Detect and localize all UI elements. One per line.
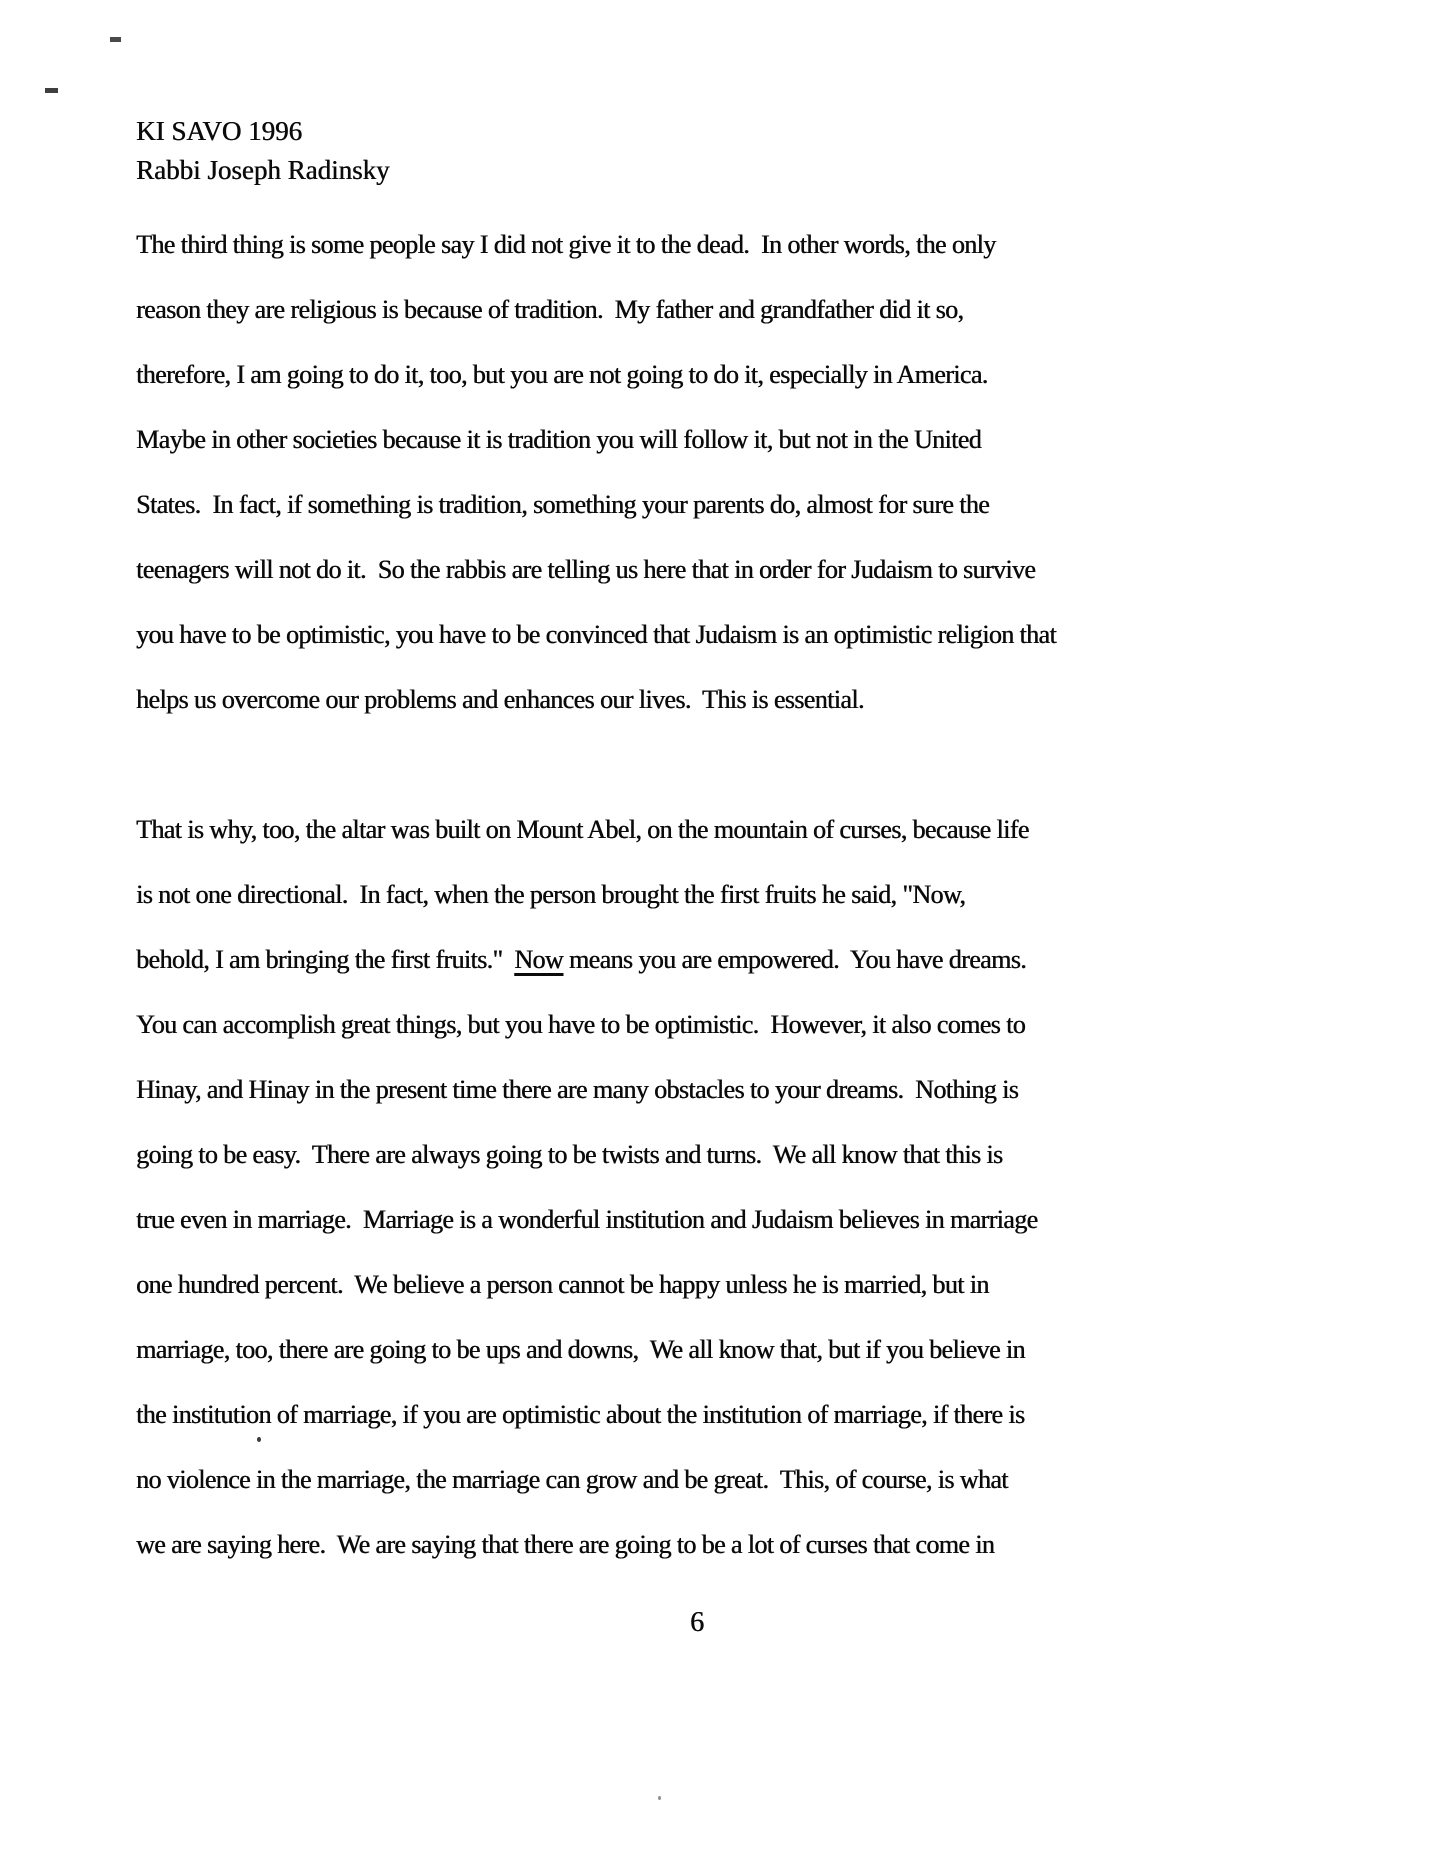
- text-line: therefore, I am going to do it, too, but you are not going to do it, especially in America.: [136, 360, 988, 389]
- scan-artifact: [110, 37, 121, 42]
- text-line: You can accomplish great things, but you have to be optimistic. However, it also comes to: [136, 1010, 1025, 1039]
- text-line: we are saying here. We are saying that there are going to be a lot of curses that come in: [136, 1530, 995, 1559]
- text-line: one hundred percent. We believe a person cannot be happy unless he is married, but in: [136, 1270, 989, 1299]
- paragraph-2: [136, 797, 1336, 1577]
- paragraph-1: [136, 212, 1336, 732]
- text-line: The third thing is some people say I did not give it to the dead. In other words, the only: [136, 230, 996, 259]
- underlined-word: Now: [514, 945, 563, 974]
- text-line: teenagers will not do it. So the rabbis are telling us here that in order for Judaism to survive: [136, 555, 1036, 584]
- text-segment: behold, I am bringing the first fruits.": [136, 945, 515, 974]
- text-line: true even in marriage. Marriage is a wonderful institution and Judaism believes in marriage: [136, 1205, 1038, 1234]
- text-line: going to be easy. There are always going to be twists and turns. We all know that this is: [136, 1140, 1003, 1169]
- text-line: is not one directional. In fact, when the person brought the first fruits he said, "Now,: [136, 880, 966, 909]
- scan-artifact: [257, 1437, 261, 1442]
- text-line: you have to be optimistic, you have to be convinced that Judaism is an optimistic religion that: [136, 620, 1056, 649]
- text-line: That is why, too, the altar was built on Mount Abel, on the mountain of curses, because life: [136, 815, 1029, 844]
- document-header: [136, 112, 1336, 190]
- page-number: 6: [690, 1607, 704, 1638]
- text-line: Maybe in other societies because it is tradition you will follow it, but not in the United: [136, 425, 982, 454]
- text-line: Hinay, and Hinay in the present time there are many obstacles to your dreams. Nothing is: [136, 1075, 1019, 1104]
- text-line: marriage, too, there are going to be ups and downs, We all know that, but if you believe in: [136, 1335, 1025, 1364]
- text-segment: means you are empowered. You have dreams.: [563, 945, 1027, 974]
- text-line: States. In fact, if something is tradition, something your parents do, almost for sure the: [136, 490, 990, 519]
- text-line: reason they are religious is because of tradition. My father and grandfather did it so,: [136, 295, 964, 324]
- scan-artifact: [658, 1796, 661, 1800]
- text-line-with-underline: [136, 927, 1336, 992]
- page-content: [136, 112, 1336, 1577]
- document-title: KI SAVO 1996: [136, 116, 303, 146]
- scan-artifact: [45, 88, 58, 93]
- text-line: no violence in the marriage, the marriage can grow and be great. This, of course, is what: [136, 1465, 1008, 1494]
- document-author: Rabbi Joseph Radinsky: [136, 155, 390, 185]
- text-line: the institution of marriage, if you are optimistic about the institution of marriage, if there is: [136, 1400, 1025, 1429]
- text-line: helps us overcome our problems and enhances our lives. This is essential.: [136, 685, 864, 714]
